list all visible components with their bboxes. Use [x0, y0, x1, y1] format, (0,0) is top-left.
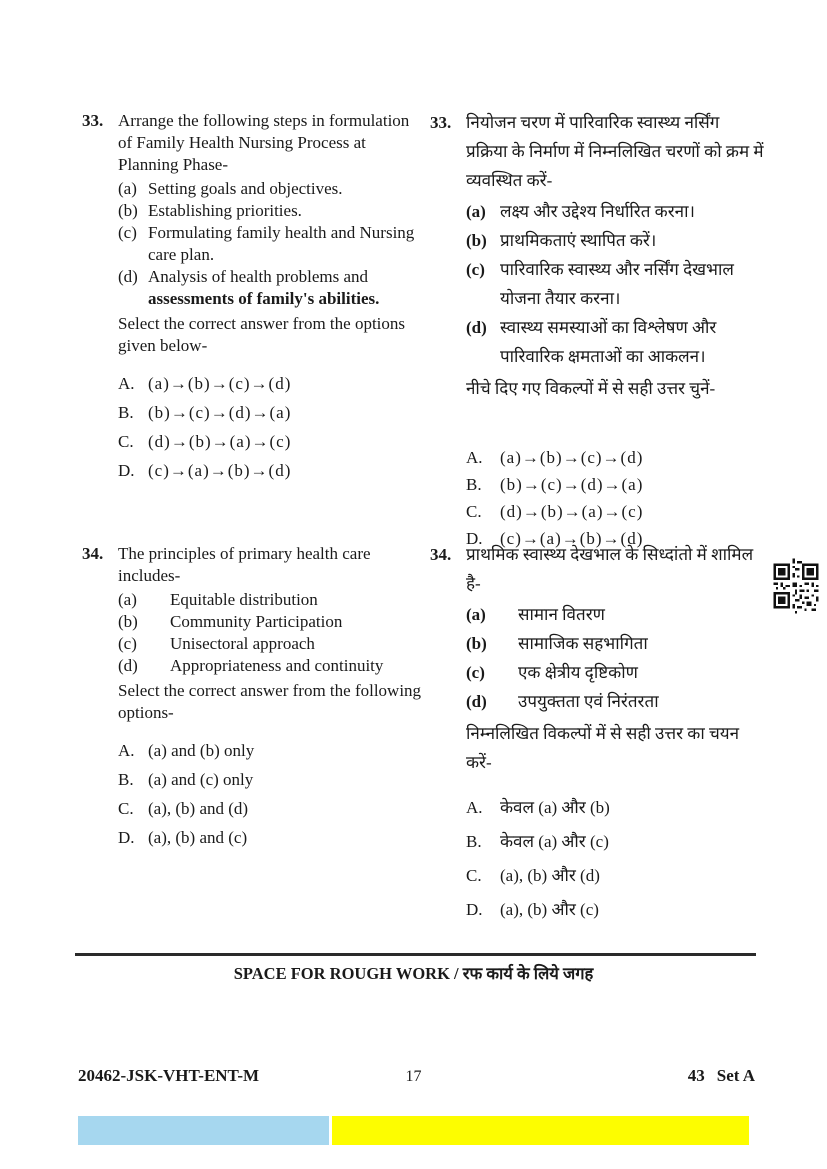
part-label: (c) [466, 663, 485, 682]
option-label: C. [118, 432, 134, 451]
part-label: (d) [118, 267, 138, 286]
option-row [118, 769, 424, 791]
option-text: (a), (b) और (d) [500, 866, 600, 885]
part-text: एक क्षेत्रीय दृष्टिकोण [518, 663, 638, 682]
part-text: स्वास्थ्य समस्याओं का विश्लेषण और पारिवारिक क्षमताओं का आकलन। [500, 318, 717, 366]
part-label: (a) [118, 590, 137, 609]
option-row [118, 373, 424, 395]
part-text: Community Participation [170, 612, 343, 631]
question-stem: प्राथमिक स्वास्थ्य देखभाल के सिध्दांतो में शामिल है- [466, 545, 754, 593]
part-label: (a) [466, 202, 486, 221]
option-text: (a) and (c) only [148, 770, 254, 789]
part-text: Unisectoral approach [170, 634, 315, 653]
option-row [466, 827, 764, 856]
part-label: (a) [118, 179, 137, 198]
part-row [466, 687, 764, 716]
part-row [118, 633, 424, 655]
part-label: (d) [118, 656, 138, 675]
select-instruction: Select the correct answer from the options given below- [118, 314, 406, 355]
footer-set-number: 43 [687, 1066, 705, 1085]
select-instruction: Select the correct answer from the following options- [118, 681, 422, 722]
footer-bar-blue [78, 1116, 329, 1145]
part-text-bold: assessments of family's abilities. [148, 289, 380, 308]
option-row [466, 447, 764, 469]
option-label: A. [466, 448, 483, 467]
option-label: C. [466, 502, 482, 521]
part-row [466, 255, 764, 313]
part-label: (d) [466, 318, 487, 337]
question-34-english [82, 543, 424, 856]
option-text: (b)→(c)→(d)→(a) [148, 403, 292, 422]
question-33-english [82, 110, 424, 489]
part-row [466, 629, 764, 658]
part-text: Analysis of health problems and assessments of family's abilities. [148, 267, 380, 308]
part-label: (b) [118, 201, 138, 220]
part-text: Equitable distribution [170, 590, 318, 609]
option-row [466, 793, 764, 822]
option-label: D. [466, 900, 483, 919]
part-text: Establishing priorities. [148, 201, 302, 220]
part-label: (b) [466, 634, 487, 653]
option-row [118, 460, 424, 482]
options-list [118, 373, 424, 482]
option-text: (a)→(b)→(c)→(d) [148, 374, 292, 393]
option-label: B. [466, 832, 482, 851]
question-34-hindi [430, 540, 764, 929]
option-row [118, 798, 424, 820]
option-label: C. [466, 866, 482, 885]
option-text: (c)→(a)→(b)→(d) [148, 461, 292, 480]
option-text: केवल (a) और (b) [500, 798, 610, 817]
part-row [118, 178, 424, 200]
option-row [466, 501, 764, 523]
part-row [118, 200, 424, 222]
part-row [466, 197, 764, 226]
part-text: Setting goals and objectives. [148, 179, 343, 198]
part-row [118, 589, 424, 611]
option-row [118, 740, 424, 762]
footer-set-label [688, 1066, 755, 1086]
options-list [118, 740, 424, 849]
select-instruction: निम्नलिखित विकल्पों में से सही उत्तर का चयन करें- [466, 724, 740, 772]
part-row [466, 226, 764, 255]
part-label: (b) [466, 231, 487, 250]
part-row [466, 313, 764, 371]
part-text: प्राथमिकताएं स्थापित करें। [500, 231, 657, 250]
options-list [466, 793, 764, 924]
part-row [118, 611, 424, 633]
footer-set-name: Set A [716, 1066, 755, 1085]
option-text: (a)→(b)→(c)→(d) [500, 448, 644, 467]
option-label: B. [118, 403, 134, 422]
question-number: 33. [430, 113, 452, 132]
question-number: 34. [82, 544, 104, 563]
question-stem: Arrange the following steps in formulation of Family Health Nursing Process at Planning Phase- [118, 111, 410, 174]
part-label: (b) [118, 612, 138, 631]
option-row [466, 861, 764, 890]
option-text: (a) and (b) only [148, 741, 255, 760]
option-text: (d)→(b)→(a)→(c) [500, 502, 644, 521]
option-text: (c)→(a)→(b)→(d) [500, 529, 644, 548]
footer-page-number: 17 [405, 1068, 422, 1085]
qr-code-icon [771, 558, 821, 614]
part-text: Appropriateness and continuity [170, 656, 384, 675]
option-text: (d)→(b)→(a)→(c) [148, 432, 292, 451]
part-text: सामान वितरण [518, 605, 605, 624]
part-label: (c) [118, 634, 137, 653]
footer-bar-yellow [332, 1116, 749, 1145]
part-row [118, 266, 424, 310]
part-label: (d) [466, 692, 487, 711]
part-text: लक्ष्य और उद्देश्य निर्धारित करना। [500, 202, 695, 221]
option-row [118, 827, 424, 849]
option-row [466, 474, 764, 496]
option-text: (b)→(c)→(d)→(a) [500, 475, 644, 494]
option-label: D. [118, 461, 135, 480]
question-number: 33. [82, 111, 104, 130]
part-row [466, 658, 764, 687]
rough-work-label: SPACE FOR ROUGH WORK / रफ कार्य के लिये जगह [233, 964, 594, 983]
question-stem: The principles of primary health care includes- [118, 544, 371, 585]
part-text: पारिवारिक स्वास्थ्य और नर्सिंग देखभाल योजना तैयार करना। [500, 260, 734, 308]
option-label: A. [118, 374, 135, 393]
option-text: केवल (a) और (c) [500, 832, 609, 851]
part-text: Formulating family health and Nursing care plan. [148, 223, 415, 264]
option-row [118, 431, 424, 453]
option-label: C. [118, 799, 134, 818]
option-row [118, 402, 424, 424]
option-text: (a), (b) and (c) [148, 828, 248, 847]
rough-work-divider [75, 953, 756, 956]
part-row [466, 600, 764, 629]
option-label: B. [466, 475, 482, 494]
option-label: D. [118, 828, 135, 847]
options-list [466, 447, 764, 550]
part-text: सामाजिक सहभागिता [518, 634, 648, 653]
question-number: 34. [430, 545, 452, 564]
footer-booklet-code: 20462-JSK-VHT-ENT-M [78, 1066, 260, 1085]
part-label: (a) [466, 605, 486, 624]
question-33-hindi [430, 108, 764, 555]
option-text: (a), (b) और (c) [500, 900, 599, 919]
option-text: (a), (b) and (d) [148, 799, 249, 818]
question-stem: नियोजन चरण में पारिवारिक स्वास्थ्य नर्सिंग प्रक्रिया के निर्माण में निम्नलिखित चरणों को क्रम में व्यवस्थित करें- [466, 113, 764, 190]
option-row [466, 895, 764, 924]
option-label: D. [466, 529, 483, 548]
option-label: B. [118, 770, 134, 789]
part-text: उपयुक्तता एवं निरंतरता [518, 692, 659, 711]
part-label: (c) [118, 223, 137, 242]
option-label: A. [466, 798, 483, 817]
part-row [118, 655, 424, 677]
option-label: A. [118, 741, 135, 760]
part-label: (c) [466, 260, 485, 279]
part-row [118, 222, 424, 266]
select-instruction: नीचे दिए गए विकल्पों में से सही उत्तर चुनें- [466, 379, 716, 398]
